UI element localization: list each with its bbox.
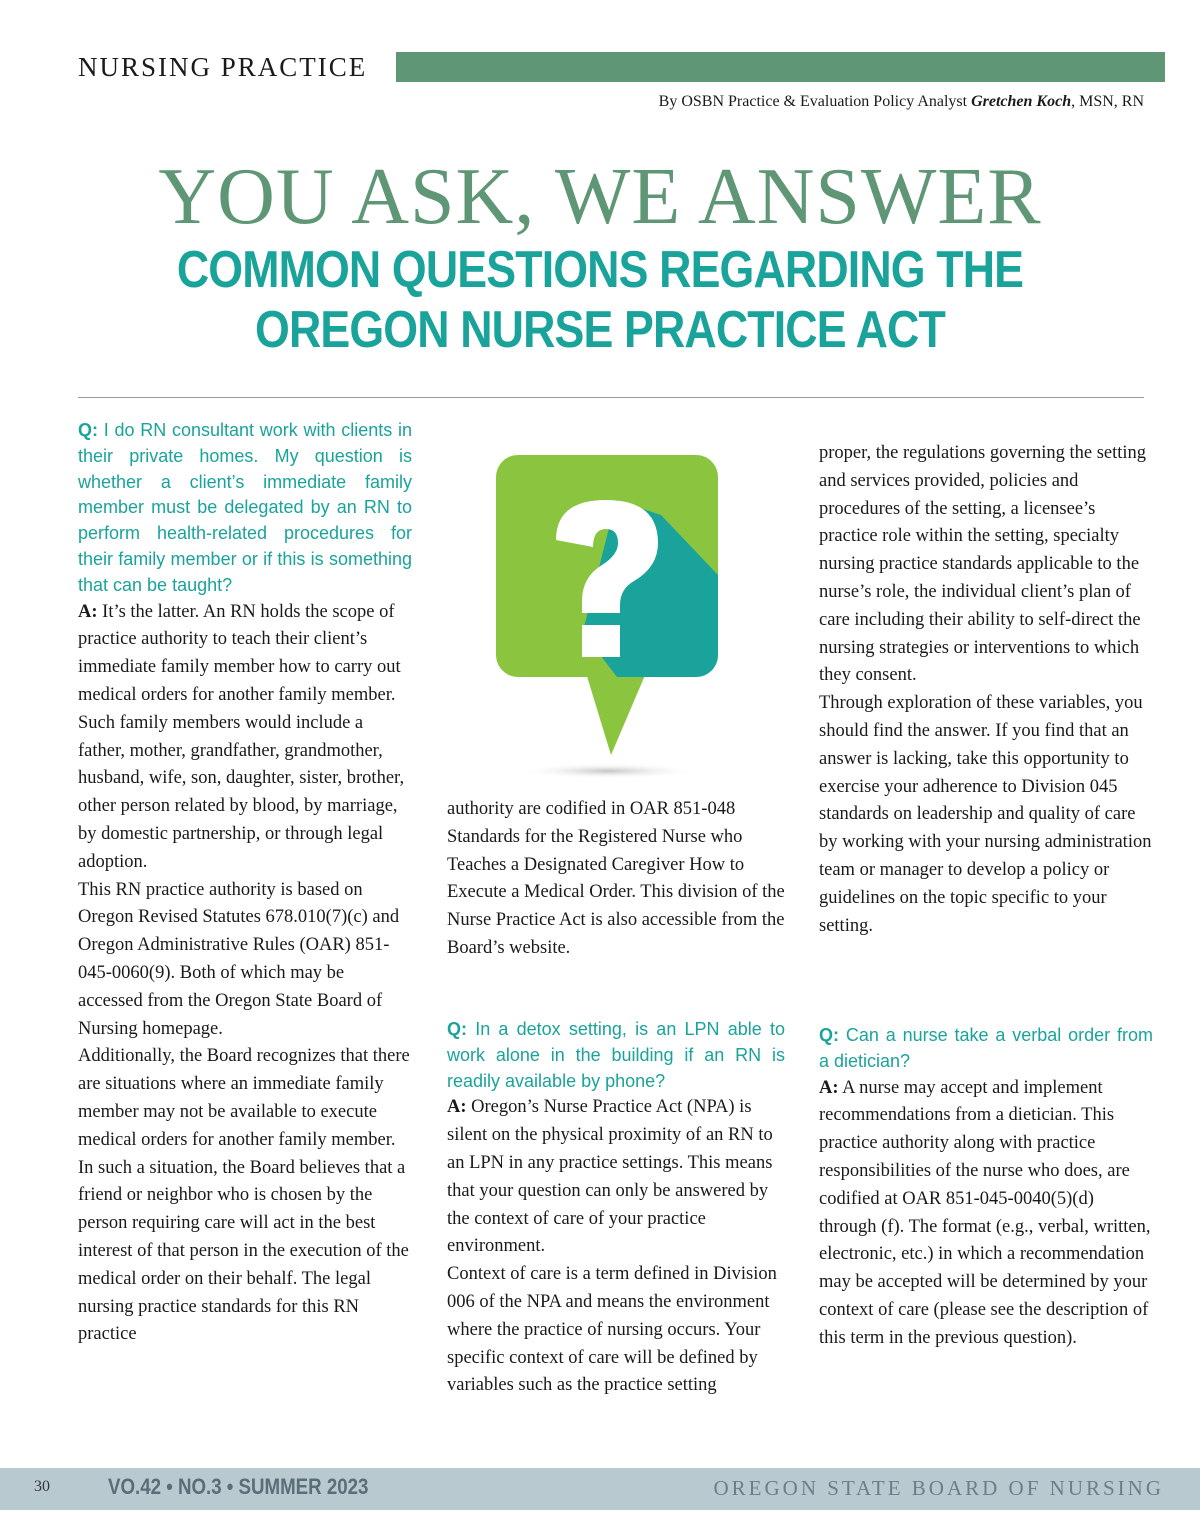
a-label: A: — [819, 1077, 839, 1098]
answer-1 — [78, 599, 412, 877]
a-label: A: — [78, 601, 98, 622]
article-column-2 — [447, 1017, 785, 1400]
answer-2-paragraph-2-continued: proper, the regulations governing the setting and services provided, policies and procedures of the setting, a licensee’s practice role within the setting, specialty nursing practice standards applicable to the nurse’s role, the individual client’s plan of care including their ability to self-direct the nursing strategies or interventions to which they consent. — [819, 443, 1147, 686]
subtitle-line-1: COMMON QUESTIONS REGARDING THE — [176, 241, 1024, 299]
q-label: Q: — [819, 1025, 839, 1045]
article-column-3 — [819, 1023, 1153, 1353]
q-label: Q: — [447, 1019, 467, 1039]
subtitle-line-2: OREGON NURSE PRACTICE ACT — [255, 301, 945, 359]
question-mark-speech-bubble-icon — [496, 455, 720, 785]
question-1-text: I do RN consultant work with clients in their private homes. My question is whether a client’s immediate family member must be delegated by an RN to perform health-related procedures for their family member or if this is something that can be taught? — [78, 420, 412, 595]
article-column-2-top — [447, 796, 785, 963]
article-column-1 — [78, 418, 412, 1349]
issue-info: VO.42 • NO.3 • SUMMER 2023 — [108, 1474, 369, 1499]
organization-name: OREGON STATE BOARD OF NURSING — [713, 1476, 1164, 1500]
q-label: Q: — [78, 420, 98, 440]
answer-3-paragraph-1: A nurse may accept and implement recommendations from a dietician. This practice authority along with practice responsibilities of the nurse who does, are codified at OAR 851-045-0040(5)(d) through (f). The format (e.g., verbal, written, electronic, etc.) in which a recommendation may be accepted will be determined by your context of care (please see the description of this term in the previous question). — [819, 1077, 1151, 1348]
a-label: A: — [447, 1097, 467, 1118]
byline-author: Gretchen Koch — [971, 93, 1072, 110]
question-2 — [447, 1017, 785, 1094]
byline — [659, 93, 1144, 111]
answer-2-paragraph-1: Oregon’s Nurse Practice Act (NPA) is silent on the physical proximity of an RN to an LPN in any practice settings. This means that your question can only be answered by the context of care of your practice environment. — [447, 1097, 773, 1257]
answer-3 — [819, 1075, 1153, 1353]
answer-1-paragraph-2: This RN practice authority is based on Oregon Revised Statutes 678.010(7)(c) and Oregon Administrative Rules (OAR) 851-045-0060(9). Both of which may be accessed from the Oregon State Board of Nursing homepage. — [78, 879, 400, 1039]
answer-1-paragraph-3: Additionally, the Board recognizes that there are situations where an immediate family member may not be available to execute medical orders for another family member. In such a situation, the Board believes that a friend or neighbor who is chosen by the person requiring care will act in the best interest of that person in the execution of the medical order on their behalf. The legal nursing practice standards for this RN practice — [78, 1046, 410, 1345]
divider — [78, 397, 1144, 398]
article-column-3-top — [819, 440, 1153, 940]
answer-2 — [447, 1094, 785, 1261]
answer-1-paragraph-3-continued: authority are codified in OAR 851-048 Standards for the Registered Nurse who Teaches a Designated Caregiver How to Execute a Medical Order. This division of the Nurse Practice Act is also accessible from the Board’s website. — [447, 799, 785, 958]
question-3 — [819, 1023, 1153, 1075]
page-number: 30 — [34, 1478, 50, 1495]
page-title: YOU ASK, WE ANSWER — [158, 153, 1042, 241]
answer-2-paragraph-2: Context of care is a term defined in Division 006 of the NPA and means the environment where the practice of nursing occurs. Your specific context of care will be defined by variables such as the practice setting — [447, 1264, 777, 1396]
page-subtitle — [84, 240, 1116, 360]
section-label: NURSING PRACTICE — [78, 52, 368, 82]
answer-2-paragraph-3: Through exploration of these variables, you should find the answer. If you find that an answer is lacking, take this opportunity to exercise your adherence to Division 045 standards on leadership and quality of care by working with your nursing administration team or manager to develop a policy or guidelines on the topic specific to your setting. — [819, 693, 1152, 936]
section-header-bar — [396, 52, 1165, 82]
byline-prefix: By OSBN Practice & Evaluation Policy Analyst — [658, 93, 972, 110]
question-3-text: Can a nurse take a verbal order from a dietician? — [819, 1025, 1153, 1071]
byline-suffix: , MSN, RN — [1071, 93, 1144, 110]
answer-1-paragraph-1: It’s the latter. An RN holds the scope of practice authority to teach their client’s immediate family member how to carry out medical orders for another family member. Such family members would include a father, mother, grandfather, grandmother, husband, wife, son, daughter, sister, brother, other person related by blood, by marriage, by domestic partnership, or through legal adoption. — [78, 601, 405, 872]
question-1 — [78, 418, 412, 599]
question-2-text: In a detox setting, is an LPN able to work alone in the building if an RN is readily available by phone? — [447, 1019, 785, 1091]
